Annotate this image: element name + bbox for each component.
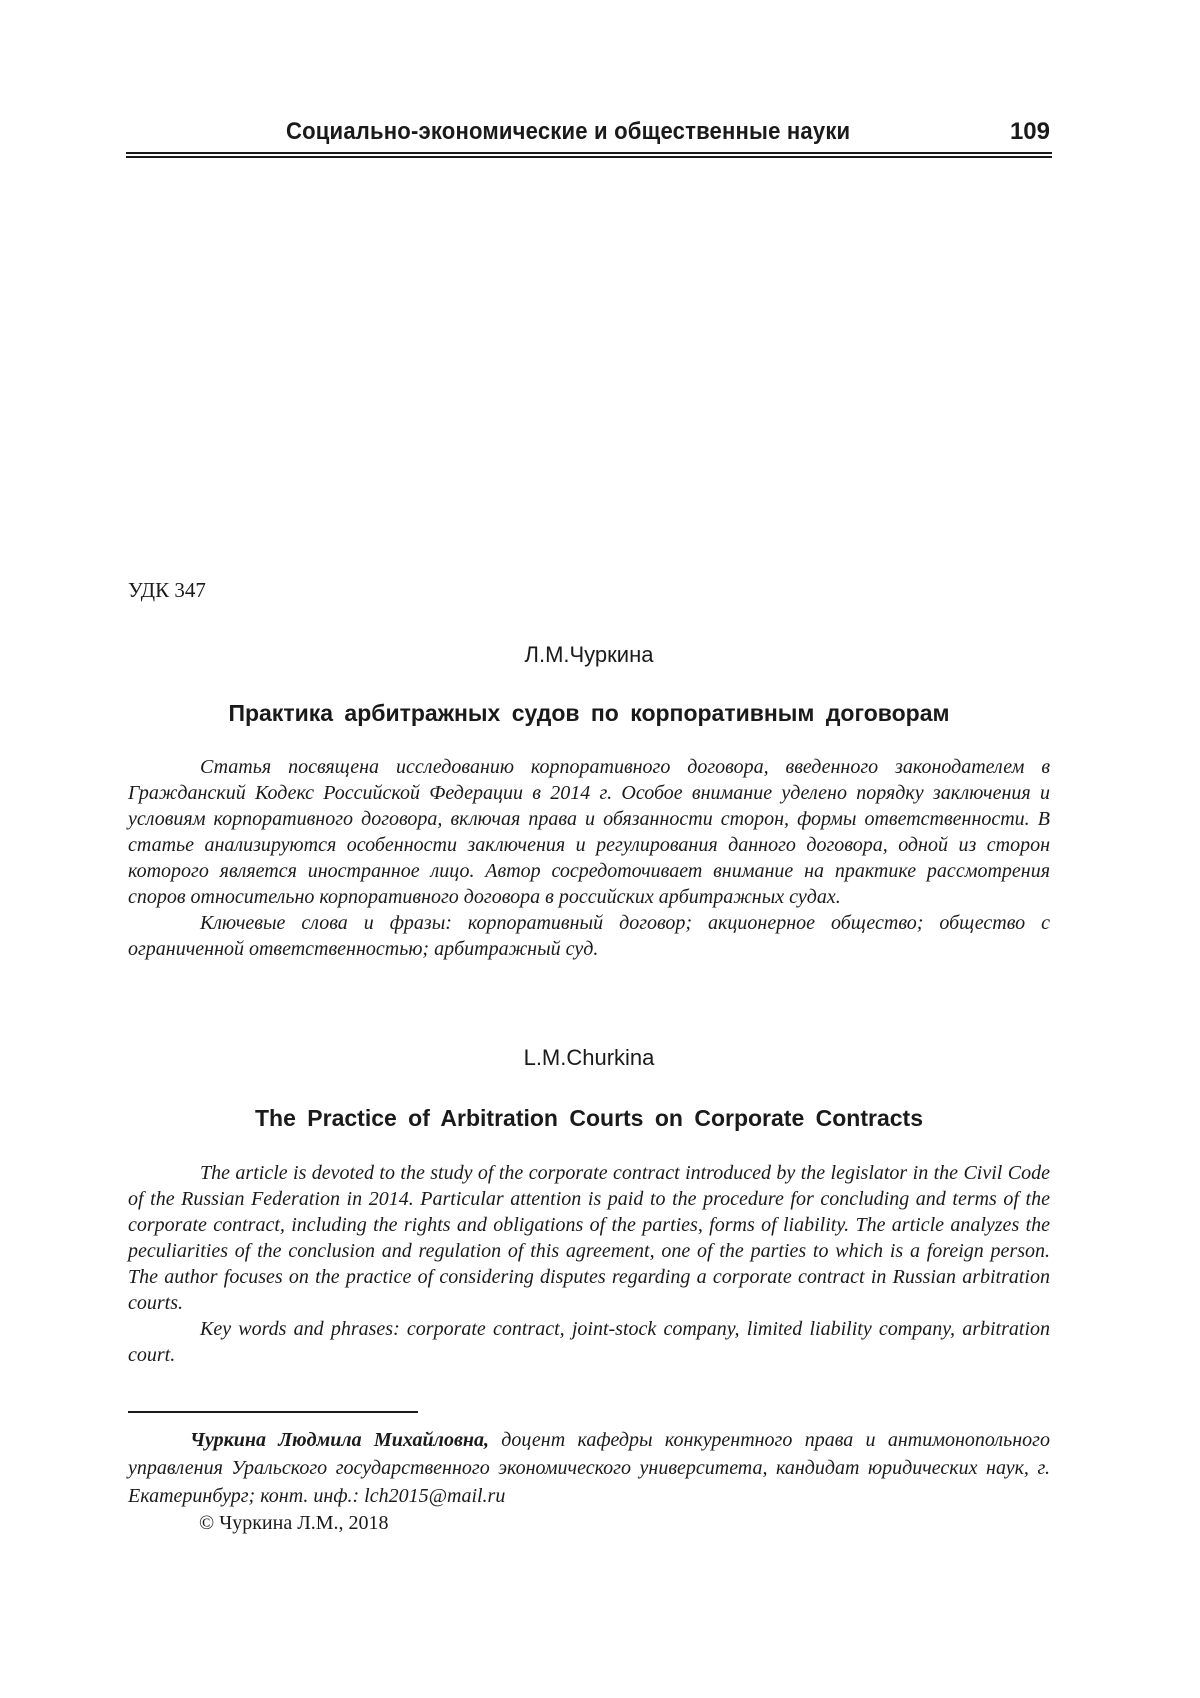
footnote-author-info: доцент кафедры конкурентного права и антимонопольного управления Уральского государственного экономического университета, кандидат юридических наук, г. Екатеринбург; конт. инф.: lch2015@mail.ru <box>128 1429 1050 1507</box>
running-header <box>126 118 1052 150</box>
footnote-author-name: Чуркина Людмила Михайловна, <box>190 1429 489 1451</box>
abstract-text-ru: Статья посвящена исследованию корпоративного договора, введенного законодателем в Гражданский Кодекс Российской Федерации в 2014 г. Особое внимание уделено порядку заключения и условиям корпоративного договора, включая права и обязанности сторон, формы ответственности. В статье анализируются особенности заключения и регулирования данного договора, одной из сторон которого является иностранное лицо. Автор сосредоточивает внимание на практике рассмотрения споров относительно корпоративного договора в российских арбитражных судах. <box>128 756 1050 908</box>
footnote-paragraph <box>128 1426 1050 1510</box>
author-footnote <box>128 1426 1050 1510</box>
abstract-en <box>128 1160 1050 1368</box>
journal-section-title: Социально-экономические и общественные науки <box>286 118 851 145</box>
keywords-ru: Ключевые слова и фразы: корпоративный договор; акционерное общество; общество с ограниченной ответственностью; арбитражный суд. <box>128 912 1050 960</box>
abstract-text-en: The article is devoted to the study of the corporate contract introduced by the legislator in the Civil Code of the Russian Federation in 2014. Particular attention is paid to the procedure for concluding and terms of the corporate contract, including the rights and obligations of the parties, forms of liability. The article analyzes the peculiarities of the conclusion and regulation of this agreement, one of the parties to which is a foreign person. The author focuses on the practice of considering disputes regarding a corporate contract in Russian arbitration courts. <box>128 1162 1050 1314</box>
abstract-ru <box>128 754 1050 962</box>
udc-code: УДК 347 <box>128 578 206 602</box>
header-double-rule <box>126 152 1052 158</box>
author-name-ru: Л.М.Чуркина <box>524 642 654 667</box>
article-title-en: The Practice of Arbitration Courts on Corporate Contracts <box>255 1105 923 1131</box>
author-name-en: L.M.Churkina <box>523 1045 655 1070</box>
page-number: 109 <box>1009 118 1050 145</box>
keywords-en: Key words and phrases: corporate contract, joint-stock company, limited liability company, arbitration court. <box>128 1318 1050 1366</box>
copyright-notice: © Чуркина Л.М., 2018 <box>199 1512 389 1534</box>
footnote-rule <box>128 1411 418 1413</box>
article-title-ru: Практика арбитражных судов по корпоративным договорам <box>228 700 950 726</box>
